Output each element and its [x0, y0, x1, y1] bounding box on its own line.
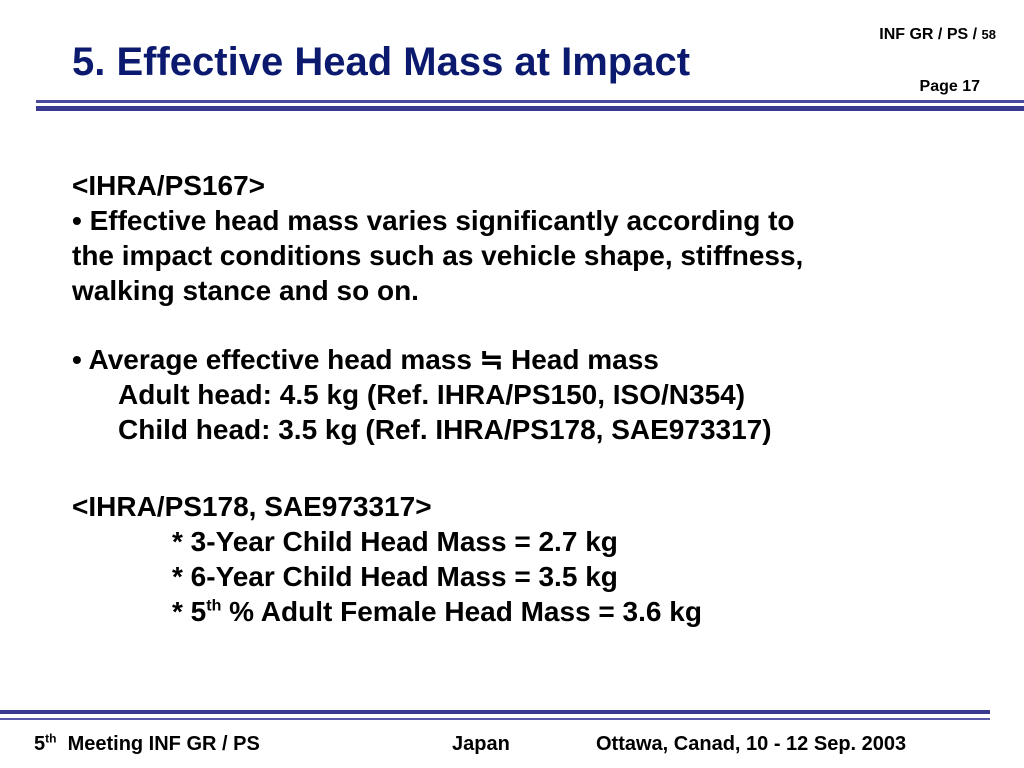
- item-adult-female-prefix: * 5: [172, 596, 207, 627]
- bullet-variation-line3: walking stance and so on.: [72, 275, 419, 306]
- footer-meeting-sup: th: [45, 731, 57, 746]
- footer-meeting-number: 5: [34, 733, 46, 755]
- item-6-year-child: * 6-Year Child Head Mass = 3.5 kg: [172, 561, 618, 592]
- bullet-variation-line2: the impact conditions such as vehicle shape, stiffness,: [72, 240, 804, 271]
- header-rule-thick: [36, 106, 1024, 111]
- slide-body: [72, 168, 1002, 629]
- spacer: [72, 308, 1002, 342]
- footer-location-date: Ottawa, Canad, 10 - 12 Sep. 2003: [596, 733, 907, 755]
- doc-total-pages: 58: [981, 27, 996, 42]
- item-adult-female: [72, 594, 1002, 629]
- bullet-variation-line1: • Effective head mass varies significantly according to: [72, 205, 795, 236]
- document-reference: [879, 26, 996, 44]
- footer-meeting-text: Meeting INF GR / PS: [56, 733, 260, 755]
- adult-head-mass: Adult head: 4.5 kg (Ref. IHRA/PS150, ISO/N354): [118, 379, 746, 410]
- reference-ps167: <IHRA/PS167>: [72, 170, 265, 201]
- page-number: Page 17: [919, 78, 980, 95]
- footer-rule: [0, 718, 990, 720]
- bullet-average-mass: • Average effective head mass ≒ Head mass: [72, 344, 659, 375]
- slide-title: 5. Effective Head Mass at Impact: [72, 40, 691, 84]
- child-head-mass: Child head: 3.5 kg (Ref. IHRA/PS178, SAE973317): [118, 414, 772, 445]
- item-adult-female-sup: th: [206, 597, 222, 615]
- item-adult-female-suffix: % Adult Female Head Mass = 3.6 kg: [221, 596, 702, 627]
- reference-ps178: <IHRA/PS178, SAE973317>: [72, 491, 432, 522]
- spacer: [72, 447, 1002, 489]
- doc-ref-code: INF GR / PS: [879, 26, 969, 43]
- footer-meeting: [34, 733, 260, 756]
- doc-ref-separator: /: [972, 26, 978, 43]
- footer-rule-thick: [0, 710, 990, 714]
- item-3-year-child: * 3-Year Child Head Mass = 2.7 kg: [172, 526, 618, 557]
- header-rule: [36, 100, 1024, 103]
- footer-country: Japan: [452, 733, 510, 755]
